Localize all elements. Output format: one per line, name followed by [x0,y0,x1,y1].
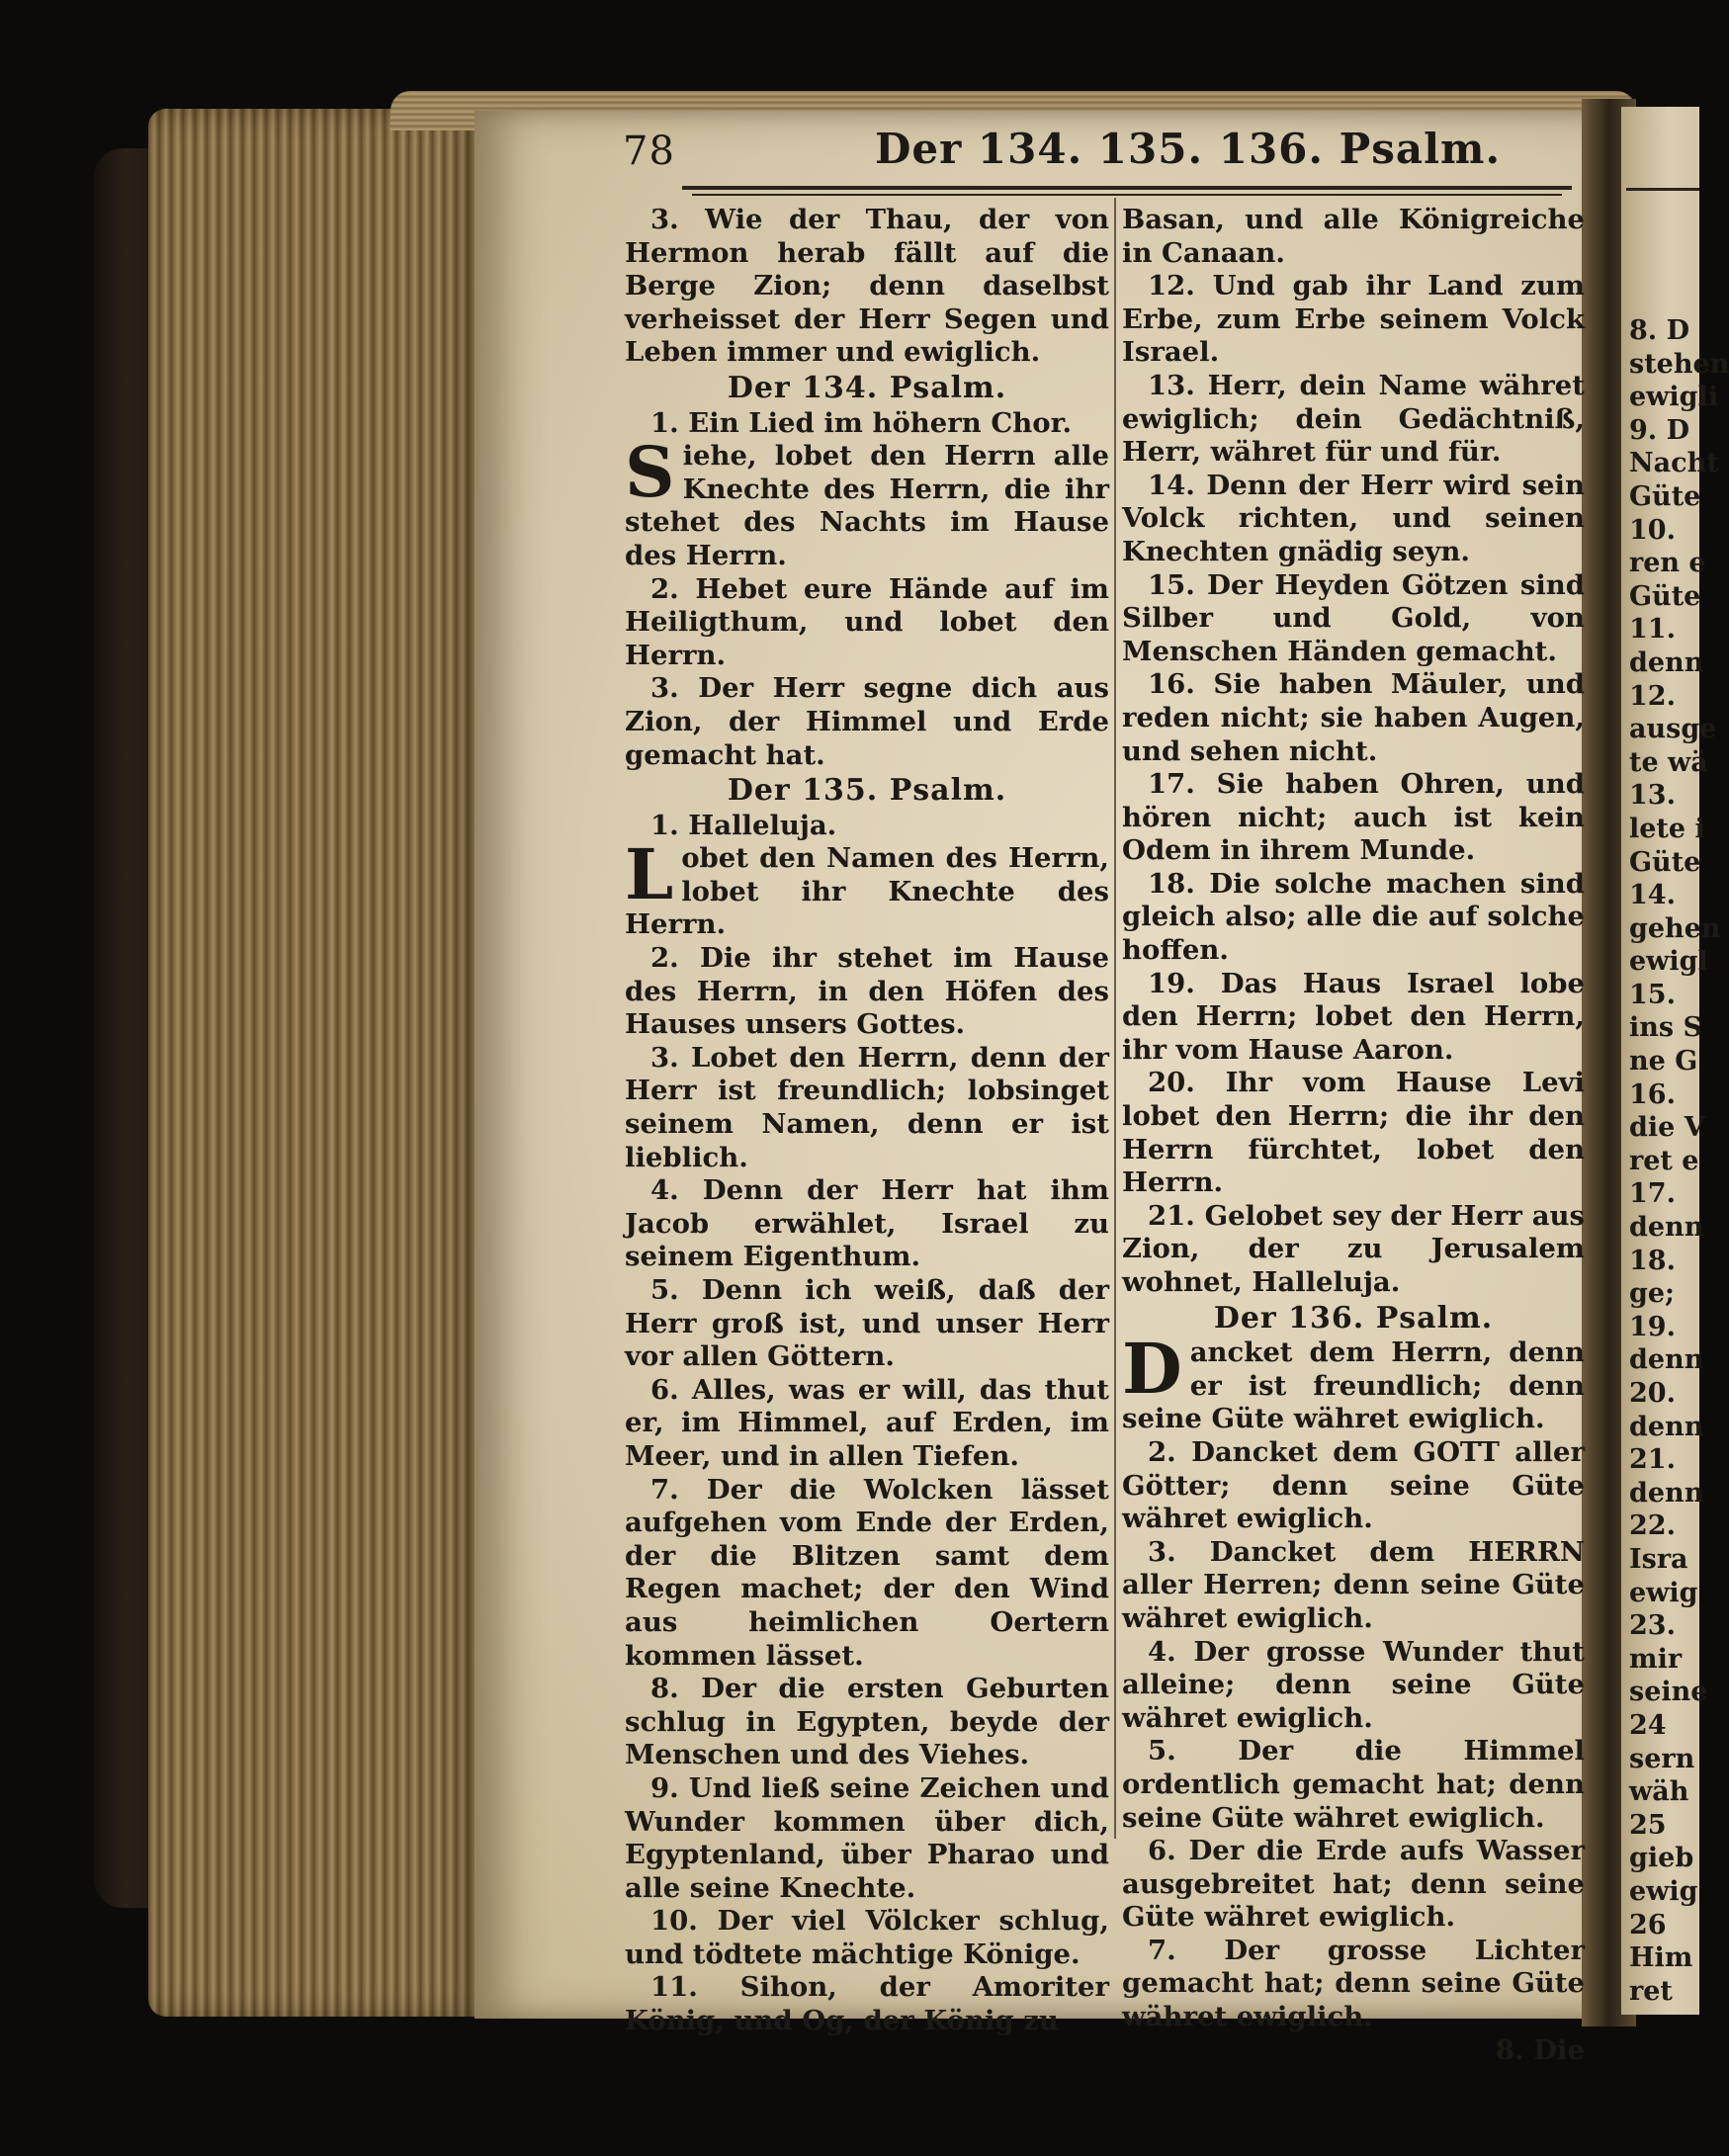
next-page-line: te wä [1629,746,1708,778]
next-page-line: seine [1629,1677,1708,1708]
page-number: 78 [623,129,675,174]
page-edges [148,109,479,2017]
running-head: Der 134. 135. 136. Psalm. [875,125,1502,173]
verse-with-dropcap [625,431,1109,572]
next-page-line: denn [1629,1411,1704,1442]
verse: 18. Die solche machen sind gleich also; alle die auf solche hoffen. [1122,867,1585,967]
next-page-line: 15. [1629,979,1676,1010]
verse: 2. Hebet eure Hände auf im Heiligthum, und lobet den Herrn. [625,572,1109,671]
next-page-rule [1626,188,1699,191]
next-page-line: 9. D [1629,414,1690,446]
psalm-title: Der 134. Psalm. [727,370,1007,405]
next-page-line: 24 [1629,1709,1667,1741]
verse: 7. Der die Wolcken lässet aufgehen vom Ende der Erden, der die Blitzen samt dem Regen machet; der den Wind aus heimlichen Oertern kommen lässet. [625,1473,1109,1672]
next-page-line: Isra [1629,1543,1688,1575]
psalm-title: Der 135. Psalm. [727,773,1007,809]
next-page-line: die V [1629,1112,1705,1144]
verse-superscription: 1. Halleluja. [650,809,837,841]
header-rule-second [692,194,1562,196]
next-page-line: ret e [1629,1145,1699,1176]
next-page-line: 10. [1629,514,1676,546]
next-page-line: denn [1629,1477,1704,1509]
next-page-line: 18. [1629,1245,1676,1276]
next-page-line: denn [1629,1344,1704,1376]
verse: 21. Gelobet sey der Herr aus Zion, der zu Jerusalem wohnet, Halleluja. [1122,1199,1585,1298]
next-page-line: 13. [1629,780,1676,812]
verse: 10. Der viel Völcker schlug, und tödtete mächtige Könige. [625,1905,1109,1970]
verse: 20. Ihr vom Hause Levi lobet den Herrn; die ihr den Herrn fürchtet, lobet den Herrn. [1122,1067,1585,1199]
next-page-line: 8. D [1629,315,1690,346]
next-page-line: Nacht [1629,448,1719,479]
verse-text: ancket dem Herrn, denn er ist freundlich; denn seine Güte währet ewiglich. [1122,1337,1585,1435]
next-page-line: denn [1629,1212,1704,1244]
next-page-line: 23. [1629,1610,1676,1642]
next-page-line: ne G [1629,1046,1698,1078]
verse: 11. Sihon, der Amoriter König, und Og, der König zu [625,1971,1109,2037]
verse: 5. Denn ich weiß, daß der Herr groß ist, und unser Herr vor allen Göttern. [625,1274,1109,1373]
next-page-line: 26 [1629,1909,1667,1940]
page-header [623,125,1572,180]
next-page-line: ret [1629,1975,1673,2007]
next-page-line: 25 [1629,1809,1667,1841]
next-page-text [1629,314,1729,2008]
drop-cap: D [1122,1328,1182,1411]
verse: 2. Dancket dem GOTT aller Götter; denn seine Güte währet ewiglich. [1122,1435,1585,1535]
next-page-line: Güte [1629,846,1701,878]
next-page-line: lete i [1629,813,1705,844]
drop-cap: S [625,431,675,514]
next-page-line: 20. [1629,1378,1676,1409]
next-page-line: ausge [1629,714,1717,745]
next-page-line: 19. [1629,1311,1676,1342]
verse: 16. Sie haben Mäuler, und reden nicht; sie haben Augen, und sehen nicht. [1122,668,1585,767]
next-page-line: sern [1629,1743,1695,1774]
verse-with-dropcap [1122,1328,1585,1436]
verse: 5. Der die Himmel ordentlich gemacht hat; denn seine Güte währet ewiglich. [1122,1735,1585,1834]
next-page-line: ewig [1629,1875,1698,1907]
verse: 17. Sie haben Ohren, und hören nicht; auch ist kein Odem in ihrem Munde. [1122,768,1585,867]
verse: 2. Die ihr stehet im Hause des Herrn, in den Höfen des Hauses unsers Gottes. [625,942,1109,1041]
verse: 3. Wie der Thau, der von Hermon herab fällt auf die Berge Zion; denn daselbst verheisset der Herr Segen und Leben immer und ewiglich. [625,204,1109,369]
next-page-line: wäh [1629,1776,1689,1808]
catchword: 8. Die [1495,2033,1585,2066]
verse: 8. Der die ersten Geburten schlug in Egypten, beyde der Menschen und des Viehes. [625,1673,1109,1771]
verse: 4. Der grosse Wunder thut alleine; denn seine Güte währet ewiglich. [1122,1635,1585,1734]
next-page-line: ge; [1629,1278,1676,1310]
verse: 6. Alles, was er will, das thut er, im Himmel, auf Erden, im Meer, und in allen Tiefen. [625,1373,1109,1472]
header-rule [682,186,1572,190]
next-page-line: 14. [1629,880,1676,911]
next-page-line: Güte [1629,580,1701,612]
verse: 12. Und gab ihr Land zum Erbe, zum Erbe seinem Volck Israel. [1122,270,1585,369]
verse: Basan, und alle Königreiche in Canaan. [1122,204,1585,269]
verse: 19. Das Haus Israel lobe den Herrn; lobet den Herrn, ihr vom Hause Aaron. [1122,967,1585,1066]
next-page-line: 21. [1629,1444,1676,1476]
verse: 7. Der grosse Lichter gemacht hat; denn seine Güte währet ewiglich. [1122,1934,1585,2033]
left-column [625,204,1109,2038]
next-page-line: Güte [1629,480,1701,512]
verse-with-dropcap [625,833,1109,942]
next-page-line: 17. [1629,1178,1676,1210]
verse: 9. Und ließ seine Zeichen und Wunder kommen über dich, Egyptenland, über Pharao und alle seine Knechte. [625,1771,1109,1904]
next-page-line: gieb [1629,1843,1694,1874]
next-page-line: mir [1629,1643,1683,1675]
next-page-line: denn [1629,647,1704,678]
next-page-line: 11. [1629,614,1676,646]
next-page-line: ewigli [1629,382,1719,413]
psalm-title: Der 136. Psalm. [1213,1300,1494,1336]
next-page-line: stehen [1629,348,1729,380]
next-page [1621,107,1729,2015]
right-column [1122,204,1585,2067]
verse: 13. Herr, dein Name währet ewiglich; dein Gedächtniß, Herr, währet für und für. [1122,369,1585,469]
verse: 3. Dancket dem HERRN aller Herren; denn seine Güte währet ewiglich. [1122,1535,1585,1634]
verse: 4. Denn der Herr hat ihm Jacob erwählet, Israel zu seinem Eigenthum. [625,1174,1109,1273]
next-page-line: ewig [1629,1577,1698,1608]
next-page-line: 16. [1629,1078,1676,1110]
next-page-line: 22. [1629,1510,1676,1542]
verse-text: obet den Namen des Herrn, lobet ihr Knechte des Herrn. [625,842,1109,941]
verse: 3. Lobet den Herrn, denn der Herr ist freundlich; lobsinget seinem Namen, denn er ist lieblich. [625,1041,1109,1173]
next-page-line: ins S [1629,1012,1702,1044]
next-page-line: Him [1629,1942,1693,1974]
next-page-line: ewigl [1629,946,1708,978]
verse-text: iehe, lobet den Herrn alle Knechte des Herrn, die ihr stehet des Nachts im Hause des Herrn. [625,440,1109,571]
verse-superscription: 1. Ein Lied im höhern Chor. [650,406,1073,439]
drop-cap: L [625,833,674,916]
next-page-line: 12. [1629,680,1676,712]
verse: 3. Der Herr segne dich aus Zion, der Himmel und Erde gemacht hat. [625,672,1109,771]
next-page-line: ren e [1629,548,1706,579]
verse: 6. Der die Erde aufs Wasser ausgebreitet hat; denn seine Güte währet ewiglich. [1122,1835,1585,1934]
column-divider [1114,198,1116,1839]
verse: 15. Der Heyden Götzen sind Silber und Gold, von Menschen Händen gemacht. [1122,568,1585,667]
next-page-line: gehen [1629,912,1721,944]
verse: 14. Denn der Herr wird sein Volck richten, und seinen Knechten gnädig seyn. [1122,469,1585,567]
